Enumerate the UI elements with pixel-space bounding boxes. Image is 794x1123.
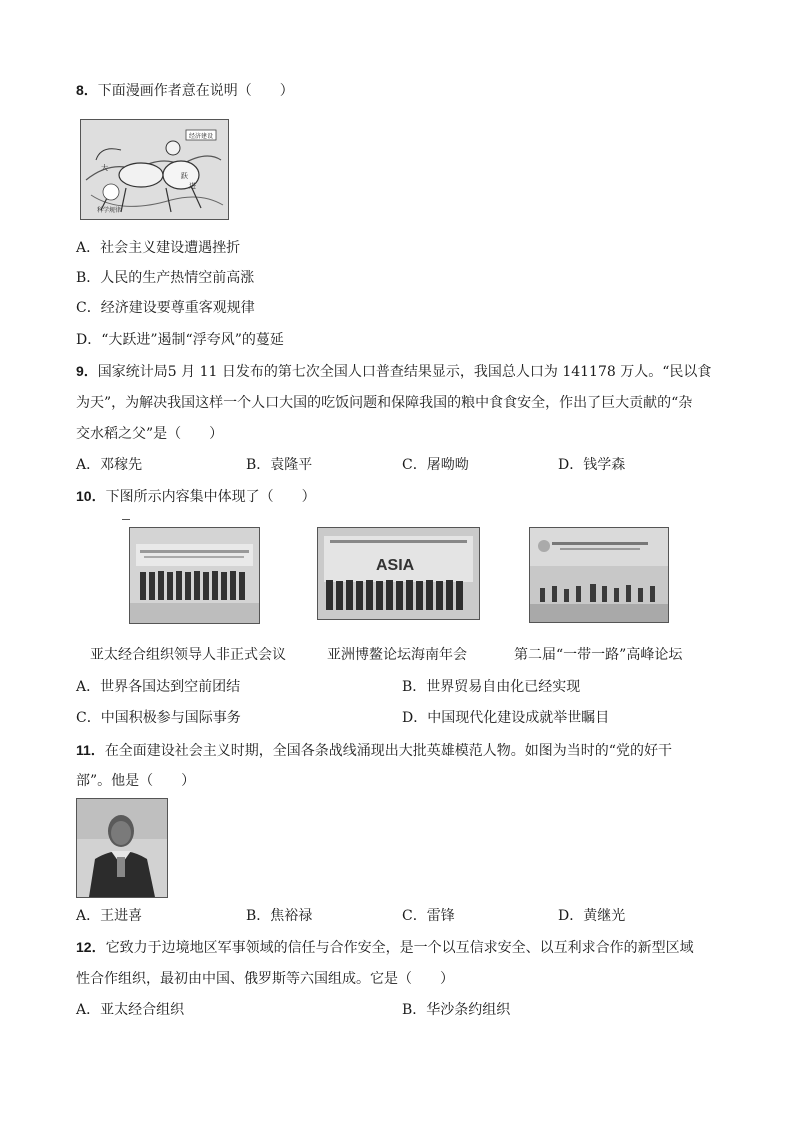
q12-option-a: A．亚太经合组织 [76, 1002, 185, 1018]
q10-photo-boao [317, 527, 480, 620]
cartoon-drawing [81, 120, 228, 219]
portrait-drawing [77, 799, 167, 897]
photo-apec-drawing [130, 528, 259, 623]
q11-option-d: D．黄继光 [558, 908, 626, 924]
q8-option-a: A．社会主义建设遭遇挫折 [76, 240, 241, 256]
q11-stem-line2: 部”。他是（ ） [76, 773, 196, 789]
q9-option-d: D．钱学森 [558, 457, 626, 473]
q11-option-c: C．雷锋 [402, 908, 455, 924]
q8-option-c: C．经济建设要尊重客观规律 [76, 300, 255, 316]
q12-stem-line2: 性合作组织，最初由中国、俄罗斯等六国组成。它是（ ） [76, 971, 454, 987]
q8-option-b: B．人民的生产热情空前高涨 [76, 270, 255, 286]
q10-photo-apec [129, 527, 260, 624]
q8-option-d: D．“大跃进”遏制“浮夸风”的蔓延 [76, 332, 284, 348]
q9-option-a: A．邓稼先 [76, 457, 143, 473]
q10-option-a: A．世界各国达到空前团结 [76, 679, 241, 695]
q11-portrait-photo [76, 798, 168, 898]
q11-stem-line1: 11．在全面建设社会主义时期，全国各条战线涌现出大批英雄模范人物。如图为当时的“党的好干 [76, 742, 672, 759]
q10-caption-1: 亚太经合组织领导人非正式会议 [90, 647, 286, 663]
q9-stem-line2: 为天”，为解决我国这样一个人口大国的吃饭问题和保障我国的粮中食食安全，作出了巨大贡献的“杂 [76, 395, 693, 411]
cartoon-label-jin: 进 [189, 182, 196, 190]
q10-option-b: B．世界贸易自由化已经实现 [402, 679, 581, 695]
q11-option-a: A．王进喜 [76, 908, 143, 924]
q9-option-b: B．袁隆平 [246, 457, 313, 473]
q10-stem: 10．下图所示内容集中体现了（ ） [76, 488, 316, 505]
cartoon-label-yue: 跃 [181, 172, 188, 180]
boao-banner-asia: ASIA [376, 557, 415, 574]
q10-option-d: D．中国现代化建设成就举世瞩目 [402, 710, 610, 726]
q8-stem: 8．下面漫画作者意在说明（ ） [76, 82, 294, 99]
stray-mark [122, 519, 130, 520]
q9-stem-line1: 9．国家统计局5 月 11 日发布的第七次全国人口普查结果显示，我国总人口为 141178 万人。“民以食 [76, 363, 712, 380]
photo-boao-drawing [318, 528, 479, 619]
q10-photo-belt-road [529, 527, 669, 623]
q8-cartoon-image [80, 119, 229, 220]
q9-stem-line3: 交水稻之父”是（ ） [76, 426, 224, 442]
cartoon-label-economy: 经济建设 [189, 133, 214, 140]
cartoon-label-da: 大 [101, 164, 108, 172]
q10-option-c: C．中国积极参与国际事务 [76, 710, 241, 726]
q10-caption-3: 第二届“一带一路”高峰论坛 [514, 647, 683, 663]
q12-stem-line1: 12．它致力于边境地区军事领域的信任与合作安全，是一个以互信求安全、以互利求合作的新型区域 [76, 939, 694, 956]
photo-belt-road-drawing [530, 528, 668, 622]
q10-caption-2: 亚洲博鳌论坛海南年会 [327, 647, 467, 663]
cartoon-label-science: 科学规律 [97, 207, 122, 214]
q11-option-b: B．焦裕禄 [246, 908, 313, 924]
q9-option-c: C．屠呦呦 [402, 457, 469, 473]
q12-option-b: B．华沙条约组织 [402, 1002, 511, 1018]
